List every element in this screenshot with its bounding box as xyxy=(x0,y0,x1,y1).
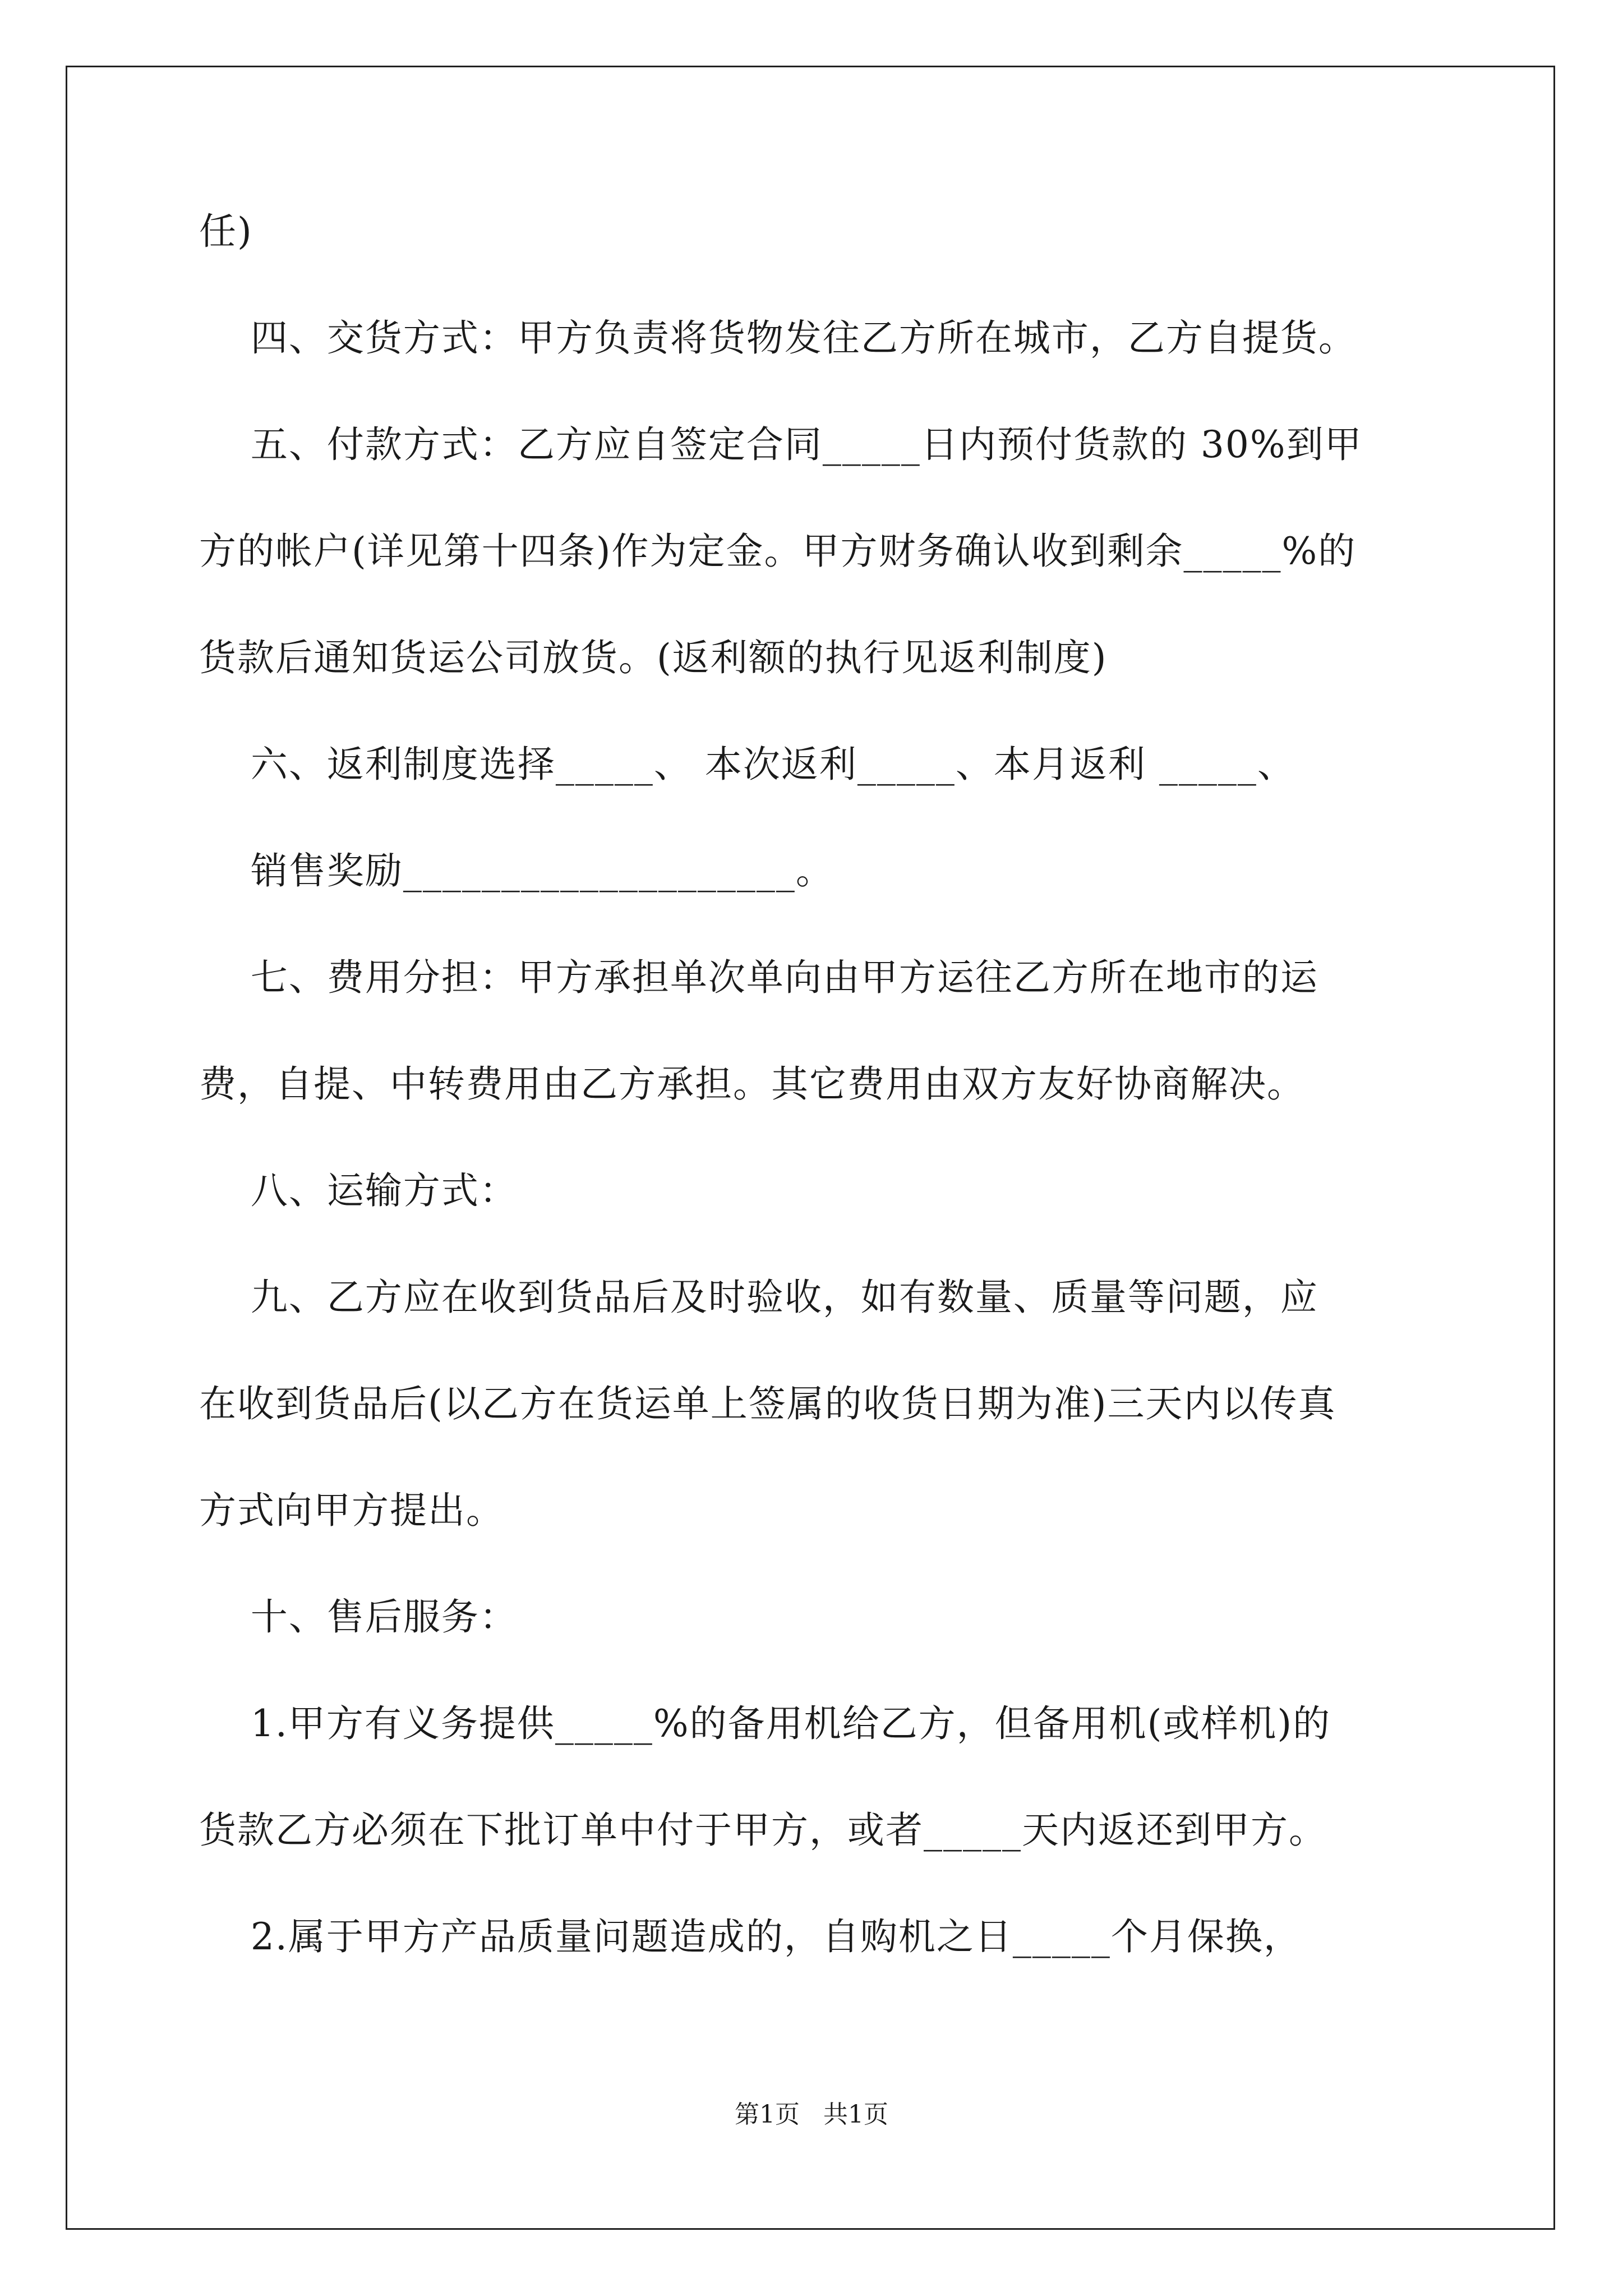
text-line: 货款后通知货运公司放货。(返利额的执行见返利制度) xyxy=(199,636,1108,679)
text-line: 在收到货品后(以乙方在货运单上签属的收货日期为准)三天内以传真 xyxy=(199,1382,1336,1425)
text-line: 九、乙方应在收到货品后及时验收，如有数量、质量等问题，应 xyxy=(199,1276,1318,1319)
text-line: 2.属于甲方产品质量问题造成的，自购机之日_____个月保换， xyxy=(199,1915,1302,1958)
text-line: 方的帐户(详见第十四条)作为定金。甲方财务确认收到剩余_____%的 xyxy=(199,530,1357,573)
text-line: 任) xyxy=(199,210,253,253)
text-line: 五、付款方式：乙方应自签定合同_____日内预付货款的 30%到甲 xyxy=(199,423,1363,466)
text-line: 方式向甲方提出。 xyxy=(199,1489,504,1532)
text-line: 八、运输方式： xyxy=(199,1169,518,1212)
text-line: 十、售后服务： xyxy=(199,1595,518,1639)
text-line: 销售奖励____________________。 xyxy=(199,849,834,892)
page-number-footer: 第1页 共1页 xyxy=(735,2100,888,2129)
text-line: 六、返利制度选择_____、 本次返利_____、本月返利 _____、 xyxy=(199,743,1295,786)
text-line: 四、交货方式：甲方负责将货物发往乙方所在城市，乙方自提货。 xyxy=(199,316,1357,360)
text-line: 1.甲方有义务提供_____%的备用机给乙方，但备用机(或样机)的 xyxy=(199,1702,1331,1745)
page-border xyxy=(66,66,1555,2230)
text-line: 货款乙方必须在下批订单中付于甲方，或者_____天内返还到甲方。 xyxy=(199,1809,1327,1852)
text-line: 七、费用分担：甲方承担单次单向由甲方运往乙方所在地市的运 xyxy=(199,956,1318,999)
text-line: 费，自提、中转费用由乙方承担。其它费用由双方友好协商解决。 xyxy=(199,1062,1305,1106)
